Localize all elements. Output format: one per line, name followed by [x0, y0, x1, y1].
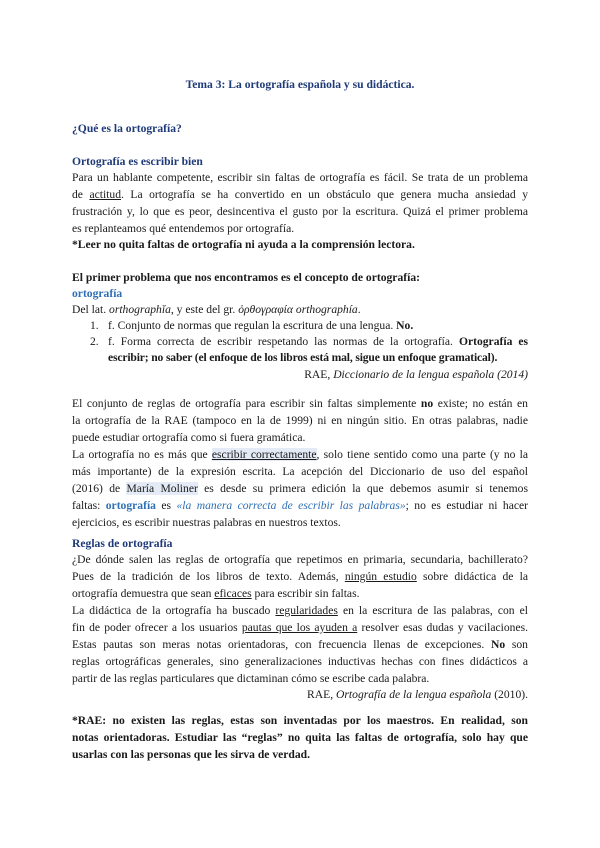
paragraph-line: es replanteamos qué entendemos por ortografía. — [72, 222, 295, 235]
paragraph-line: reglas ortográficas generales, sino generalizaciones inductivas hechas con fines didácticos a — [72, 655, 528, 668]
final-note-line: *RAE: no existen las reglas, estas son inventadas por los maestros. En realidad, son — [72, 714, 528, 727]
paragraph-line: la ortografía de la RAE (tampoco en la de 1999) ni en ningún sitio. En otras palabras, nadie — [72, 414, 528, 427]
paragraph-line: ejercicios, es escribir nuestras palabras en nuestros textos. — [72, 516, 341, 529]
heading-ortografia-es-escribir-bien: Ortografía es escribir bien — [72, 155, 203, 168]
paragraph-line: Para un hablante competente, escribir sin faltas de ortografía es fácil. Se trata de un problema — [72, 171, 528, 184]
paragraph-line: puede estudiar ortografía como si fuera gramática. — [72, 431, 306, 444]
paragraph-line: El conjunto de reglas de ortografía para escribir sin faltas simplemente no existe; no están en — [72, 397, 528, 410]
paragraph-line: de actitud. La ortografía se ha convertido en un obstáculo que genera mucha ansiedad y — [72, 188, 528, 201]
definition-2-continued: escribir; no saber (el enfoque de los libros está mal, sigue un enfoque gramatical). — [108, 351, 498, 364]
paragraph-line: Pues de la tradición de los libros de texto. Además, ningún estudio sobre didáctica de la — [72, 570, 528, 583]
paragraph-line: frustración y, lo que es peor, desincentiva el gusto por la escritura. Quizá el primer problema — [72, 205, 528, 218]
paragraph-line: partir de las reglas particulares que dictaminan cómo se escribe cada palabra. — [72, 672, 430, 685]
paragraph-line: (2016) de María Moliner es desde su primera edición la que debemos asumir si tenemos — [72, 482, 528, 495]
definition-2: f. Forma correcta de escribir respetando las normas de la ortografía. Ortografía es — [108, 335, 529, 348]
final-note-line: notas orientadoras. Estudiar las “reglas” no quita las faltas de ortografía, solo hay que — [72, 731, 528, 744]
paragraph-line: más importante) de la expresión escrita. La acepción del Diccionario de uso del español — [72, 465, 528, 478]
heading-reglas-de-ortografia: Reglas de ortografía — [72, 537, 173, 550]
etymology: Del lat. orthographĭa, y este del gr. ὀρθογραφία orthographía. — [72, 303, 361, 316]
paragraph-line: ortografía demuestra que sean eficaces para escribir sin faltas. — [72, 587, 360, 600]
paragraph-line: La ortografía no es más que escribir correctamente, solo tiene sentido como una parte (y no la — [72, 448, 528, 461]
list-number: 1. — [90, 319, 99, 332]
list-number: 2. — [90, 335, 99, 348]
paragraph-line: Estas pautas son meras notas orientadoras, con frecuencia llenas de excepciones. No son — [72, 638, 528, 651]
paragraph-line: ¿De dónde salen las reglas de ortografía que repetimos en primaria, secundaria, bachillerato? — [72, 553, 528, 566]
note-reading: *Leer no quita faltas de ortografía ni ayuda a la comprensión lectora. — [72, 238, 415, 251]
paragraph-line: fin de poder ofrecer a los usuarios pautas que los ayuden a resolver esas dudas y vacilaciones. — [72, 621, 528, 634]
term-ortografia: ortografía — [72, 287, 123, 300]
source-rae-ortografia: RAE, Ortografía de la lengua española (2010). — [307, 688, 528, 701]
definition-1: f. Conjunto de normas que regulan la escritura de una lengua. No. — [108, 319, 414, 332]
section-question-what-is-orthography: ¿Qué es la ortografía? — [72, 122, 182, 135]
paragraph-line: faltas: ortografía es «la manera correcta de escribir las palabras»; no es estudiar ni hacer — [72, 499, 528, 512]
source-rae-dictionary: RAE, Diccionario de la lengua española (2014) — [304, 368, 528, 381]
heading-first-problem: El primer problema que nos encontramos es el concepto de ortografía: — [72, 271, 420, 284]
document-title: Tema 3: La ortografía española y su didáctica. — [185, 78, 415, 91]
final-note-line: usarlas con las personas que les sirva de verdad. — [72, 748, 311, 761]
paragraph-line: La didáctica de la ortografía ha buscado regularidades en la escritura de las palabras, con el — [72, 604, 528, 617]
